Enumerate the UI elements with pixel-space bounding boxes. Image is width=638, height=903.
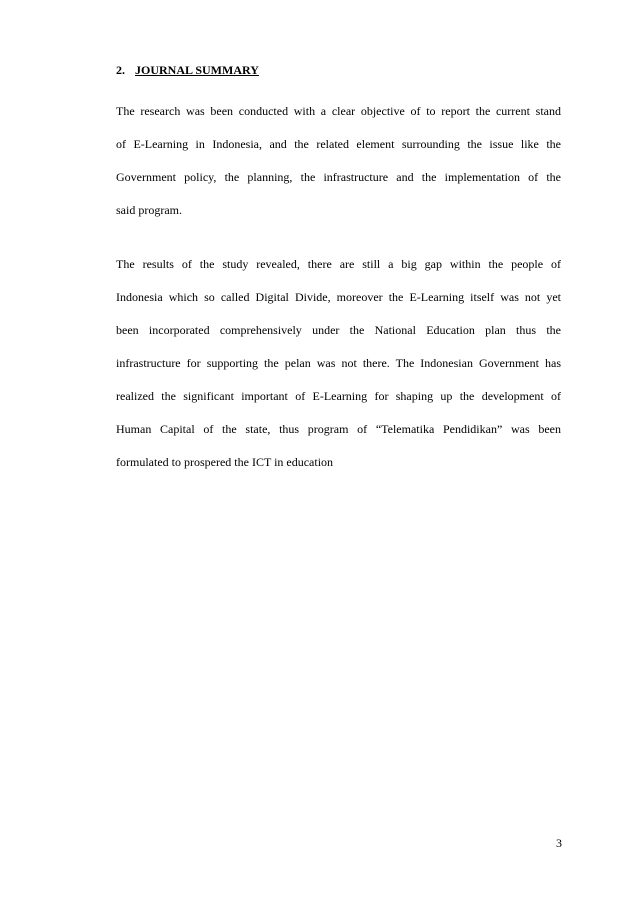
- paragraph-line: infrastructure for supporting the pelan was not there. The Indonesian Government has: [116, 356, 561, 370]
- section-title: JOURNAL SUMMARY: [135, 63, 259, 77]
- section-heading: [116, 62, 259, 78]
- paragraph-line: Government policy, the planning, the infrastructure and the implementation of the: [116, 170, 561, 184]
- paragraph-line: been incorporated comprehensively under the National Education plan thus the: [116, 323, 561, 337]
- paragraph-line: The results of the study revealed, there are still a big gap within the people of: [116, 257, 561, 271]
- paragraph-line: realized the significant important of E-Learning for shaping up the development of: [116, 389, 561, 403]
- paragraph-line: The research was been conducted with a clear objective of to report the current stand: [116, 104, 561, 118]
- paragraph-line: formulated to prospered the ICT in education: [116, 455, 334, 469]
- paragraph-line: Human Capital of the state, thus program of “Telematika Pendidikan” was been: [116, 422, 561, 436]
- paragraph-objective: [116, 103, 561, 235]
- paragraph-line: of E-Learning in Indonesia, and the related element surrounding the issue like the: [116, 137, 561, 151]
- paragraph-line: Indonesia which so called Digital Divide, moreover the E-Learning itself was not yet: [116, 290, 561, 304]
- section-number: 2.: [116, 63, 125, 77]
- paragraph-line: said program.: [116, 203, 182, 217]
- paragraph-results: [116, 256, 561, 487]
- page-number: 3: [556, 836, 562, 850]
